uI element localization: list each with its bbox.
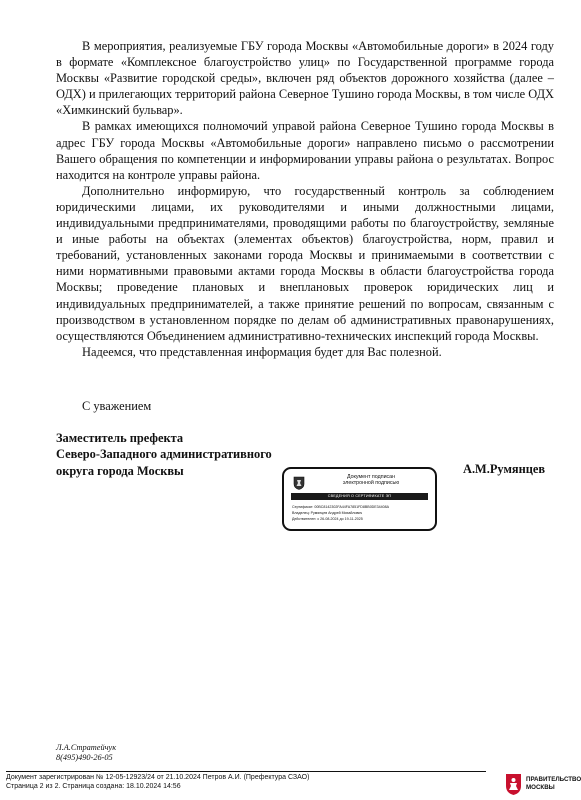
government-label bbox=[526, 776, 581, 792]
stamp-title bbox=[312, 474, 430, 487]
registration-line: Документ зарегистрирован № 12-05-12923/24 от 21.10.2024 Петров А.И. (Префектура СЗАО) bbox=[6, 774, 310, 781]
stamp-owner: Владелец: Румянцев Андрей Михайлович bbox=[292, 511, 363, 515]
signatory-title bbox=[56, 430, 316, 479]
stamp-title-line: Документ подписан bbox=[346, 474, 396, 480]
stamp-certificate-header: СВЕДЕНИЯ О СЕРТИФИКАТЕ ЭП bbox=[291, 493, 428, 500]
letter-body bbox=[56, 38, 554, 360]
stamp-title-line: электронной подписью bbox=[342, 480, 400, 487]
closing-regards: С уважением bbox=[82, 399, 152, 413]
signatory-title-line: округа города Москвы bbox=[56, 463, 184, 478]
paragraph-3: Дополнительно информирую, что государственный контроль за соблюдением юридическими лицами, их руководителями и иными должностными лицами, индивидуальными предпринимателями, проводящими работы по благоустройству, земляные и иные работы на объектах (элементах объектов) благоустройства, норм, правил и требований, установленных законами города Москвы и принимаемыми в соответствии с ними нормативными правовыми актами города Москвы в области благоустройства города Москвы; проведение плановых и внеплановых проверок юридических лиц и индивидуальных предпринимателей, а также принятие решений по вопросам, связанным с производством в установленном порядке по делам об административных правонарушениях, осуществляются Объединением административно-технических инспекций города Москвы. bbox=[56, 183, 554, 343]
executor-phone: 8(495)490-26-05 bbox=[56, 753, 113, 762]
page-info-line: Страница 2 из 2. Страница создана: 18.10.2024 14:56 bbox=[6, 782, 181, 790]
paragraph-4: Надеемся, что представленная информация будет для Вас полезной. bbox=[82, 344, 442, 359]
executor-info bbox=[56, 743, 116, 763]
footer-divider bbox=[6, 771, 486, 772]
government-label-line: ПРАВИТЕЛЬСТВО bbox=[526, 776, 581, 783]
stamp-certificate-number: Сертификат: 00BC8142302FA44FA7851FD8BB0DE34408A bbox=[292, 505, 390, 509]
electronic-signature-stamp bbox=[282, 467, 437, 531]
paragraph-2: В рамках имеющихся полномочий управой района Северное Тушино города Москвы в адрес ГБУ города Москвы «Автомобильные дороги» направлено письмо о рассмотрении Вашего обращения по компетенции и информировании управы района о результатах. Вопрос находится на контроле управы района. bbox=[56, 119, 554, 182]
paragraph-1: В мероприятия, реализуемые ГБУ города Москвы «Автомобильные дороги» в 2024 году в формате «Комплексное благоустройство улиц» по Государственной программе города Москвы «Развитие городской среды», включен ряд объектов дорожного хозяйства (далее – ОДХ) и прилегающих территорий района Северное Тушино города Москвы, в том числе ОДХ «Химкинский бульвар». bbox=[56, 39, 554, 118]
signatory-title-line: Северо-Западного административного bbox=[56, 447, 272, 462]
government-label-line: МОСКВЫ bbox=[526, 783, 555, 791]
coat-of-arms-icon bbox=[293, 476, 305, 490]
moscow-coat-of-arms-icon bbox=[505, 773, 522, 796]
executor-name: Л.А.Стратейчук bbox=[56, 743, 117, 752]
signatory-title-line: Заместитель префекта bbox=[56, 431, 184, 445]
signatory-name: А.М.Румянцев bbox=[463, 462, 546, 476]
stamp-validity: Действителен: с 26-08-2024 до 19-11-2025 bbox=[292, 517, 363, 521]
registration-footer bbox=[6, 774, 309, 791]
